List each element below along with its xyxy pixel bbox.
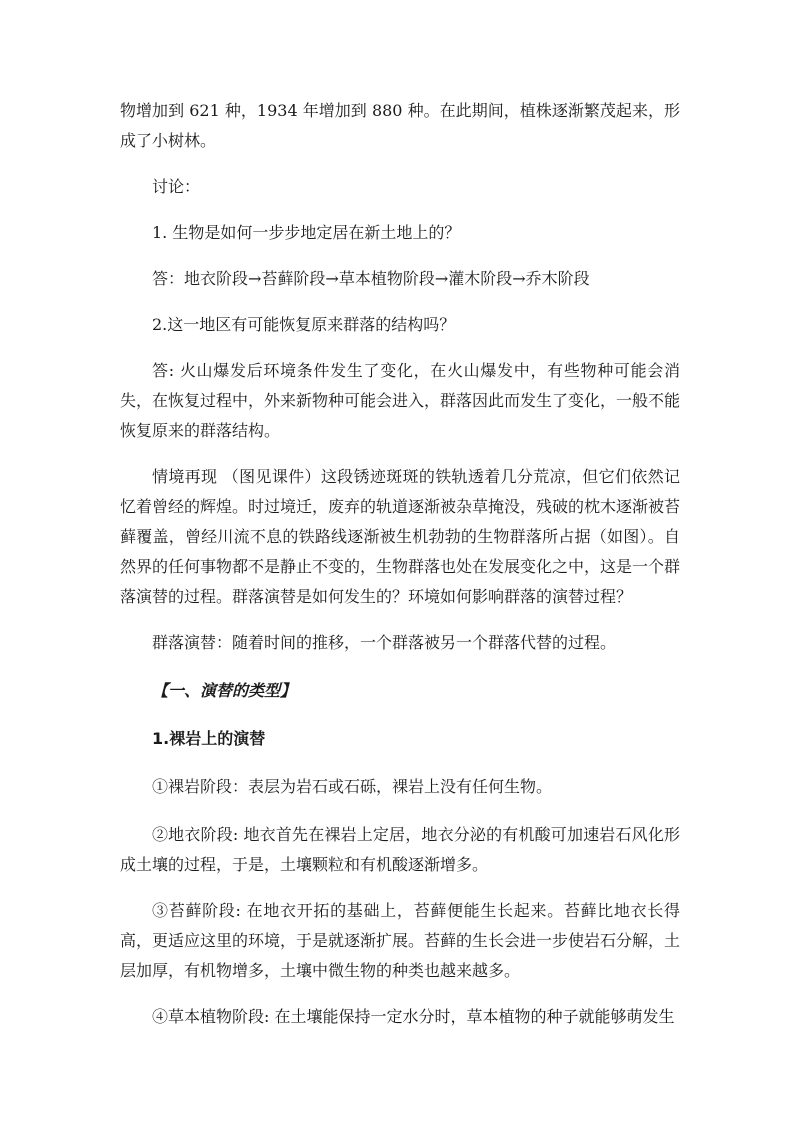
question-2: 2.这一地区有可能恢复原来群落的结构吗？ xyxy=(152,315,456,334)
question-1: 1. 生物是如何一步步地定居在新土地上的？ xyxy=(152,223,461,242)
stage-herb: ④草本植物阶段: 在土壤能保持一定水分时，草本植物的种子就能够萌发生 xyxy=(152,1007,675,1026)
stage-bare-rock: ①裸岩阶段：表层为岩石或石砾，裸岩上没有任何生物。 xyxy=(152,777,553,796)
discussion-label: 讨论： xyxy=(152,177,201,196)
stage-lichen: ②地衣阶段: 地衣首先在裸岩上定居，地衣分泌的有机酸可加速岩石风化形成土壤的过程，于是，土壤颗粒和有机酸逐渐增多。 xyxy=(120,825,680,874)
paragraph-continuation: 物增加到 621 种，1934 年增加到 880 种。在此期间，植株逐渐繁茂起来，形成了小树林。 xyxy=(120,101,680,150)
scenario-paragraph: 情境再现 （图见课件）这段锈迹斑斑的铁轨透着几分荒凉，但它们依然记忆着曾经的辉煌。时过境迁，废弃的轨道逐渐被杂草掩没，残破的枕木逐渐被苔藓覆盖，曾经川流不息的铁路线逐渐被生机勃勃的生物群落所占据（如图）。自然界的任何事物都不是静止不变的，生物群落也处在发展变化之中，这是一个群落演替的过程。群落演替是如何发生的？环境如何影响群落的演替过程？ xyxy=(120,467,681,606)
answer-1: 答：地衣阶段→苔藓阶段→草本植物阶段→灌木阶段→乔木阶段 xyxy=(152,269,590,288)
subsection-heading: 1.裸岩上的演替 xyxy=(152,729,266,748)
answer-2: 答: 火山爆发后环境条件发生了变化，在火山爆发中，有些物种可能会消失，在恢复过程中，外来新物种可能会进入，群落因此而发生了变化，一般不能恢复原来的群落结构。 xyxy=(120,361,681,440)
section-heading: 【一、演替的类型】 xyxy=(152,681,297,700)
document-body xyxy=(120,96,680,1032)
stage-moss: ③苔藓阶段: 在地衣开拓的基础上，苔藓便能生长起来。苔藓比地衣长得高，更适应这里的环境，于是就逐渐扩展。苔藓的生长会进一步使岩石分解，土层加厚，有机物增多，土壤中微生物的种类也越来越多。 xyxy=(120,901,681,980)
succession-definition: 群落演替：随着时间的推移，一个群落被另一个群落代替的过程。 xyxy=(152,633,617,652)
